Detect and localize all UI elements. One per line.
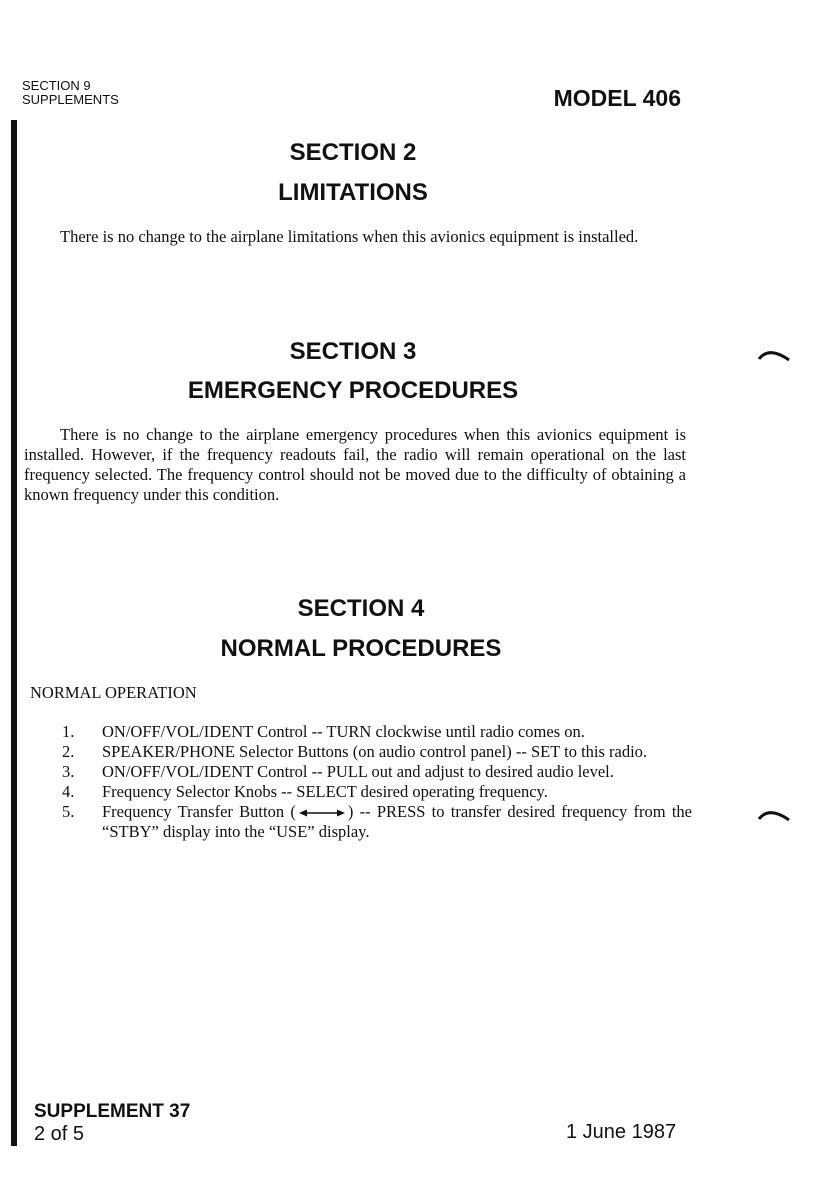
header-section-number: SECTION 9 (22, 78, 91, 93)
margin-arrow-icon (757, 344, 791, 364)
section-2-body-text: There is no change to the airplane limitations when this avionics equipment is installed. (60, 227, 639, 246)
list-item (62, 722, 692, 742)
step-text: ON/OFF/VOL/IDENT Control -- PULL out and adjust to desired audio level. (102, 762, 614, 781)
step-text: SPEAKER/PHONE Selector Buttons (on audio control panel) -- SET to this radio. (102, 742, 648, 761)
step-text: ON/OFF/VOL/IDENT Control -- TURN clockwise until radio comes on. (102, 722, 585, 741)
footer-supplement: SUPPLEMENT 37 (34, 1101, 191, 1122)
section-3-body-text: There is no change to the airplane emergency procedures when this avionics equipment is installed. However, if the frequency readouts fail, the radio will remain operational on the last frequency selected. The frequency control should not be moved due to the difficulty of obtaining a known frequency under this condition. (24, 425, 686, 504)
list-item (62, 802, 692, 842)
section-3-title: EMERGENCY PROCEDURES (187, 377, 519, 404)
normal-operation-subheading: NORMAL OPERATION (30, 683, 197, 702)
section-4-number: SECTION 4 (297, 595, 425, 622)
header-section-label (22, 79, 119, 107)
section-2-number: SECTION 2 (289, 139, 417, 166)
step-number: 1. (62, 722, 75, 741)
section-2-title: LIMITATIONS (278, 179, 428, 206)
list-item (62, 742, 692, 762)
section-4-title: NORMAL PROCEDURES (220, 635, 502, 662)
margin-arrow-icon (757, 804, 791, 824)
step-number: 4. (62, 782, 75, 801)
step-number: 5. (62, 802, 75, 821)
list-item (62, 782, 692, 802)
header-supplements: SUPPLEMENTS (22, 92, 119, 107)
step-number: 3. (62, 762, 75, 781)
footer-page-number: 2 of 5 (34, 1123, 85, 1145)
step-text (102, 802, 692, 842)
header-model: MODEL 406 (553, 85, 681, 111)
step-text: Frequency Selector Knobs -- SELECT desired operating frequency. (102, 782, 548, 801)
step-text-before: Frequency Transfer Button ( (102, 802, 296, 821)
procedure-list (62, 722, 692, 842)
section-3-body (24, 425, 686, 505)
section-2-body (24, 227, 686, 247)
list-item (62, 762, 692, 782)
revision-bar (11, 120, 17, 1146)
footer-date: 1 June 1987 (566, 1121, 677, 1143)
section-3-number: SECTION 3 (289, 338, 417, 365)
step-text-after: ) -- PRESS to transfer desired frequency from the “STBY” display into the “USE” display. (102, 802, 692, 841)
step-number: 2. (62, 742, 75, 761)
double-headed-arrow-icon (299, 808, 345, 818)
